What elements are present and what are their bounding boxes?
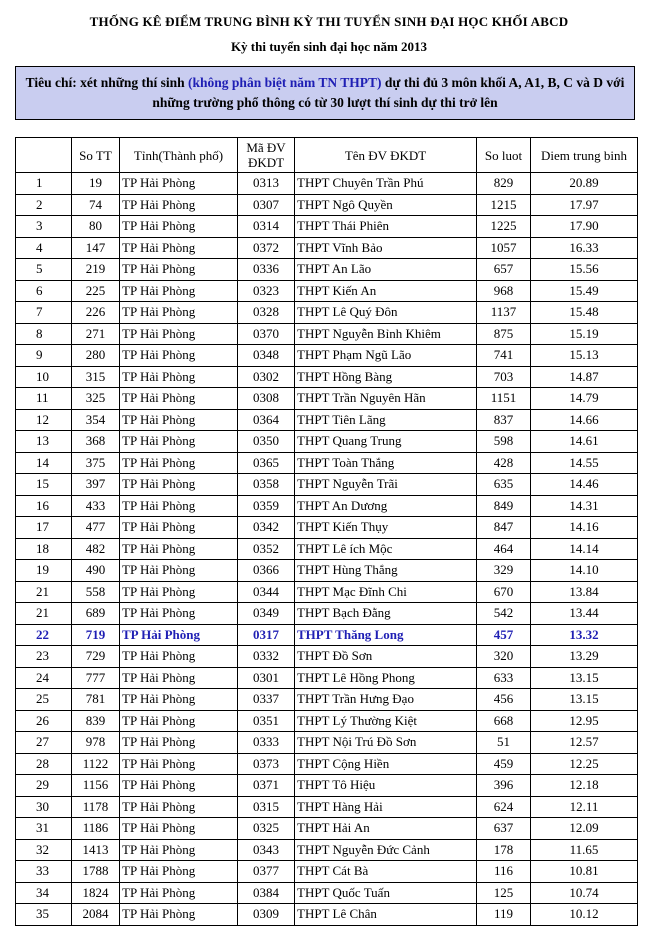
cell-so-tt: 719 — [72, 624, 120, 646]
cell-avg-score: 12.18 — [531, 775, 638, 797]
cell-unit-code: 0342 — [238, 517, 295, 539]
cell-index: 15 — [16, 474, 72, 496]
cell-unit-name: THPT Trần Hưng Đạo — [295, 689, 477, 711]
cell-so-tt: 777 — [72, 667, 120, 689]
cell-index: 24 — [16, 667, 72, 689]
criteria-suffix: dự thi đủ 3 môn khối A, A1, B, C và D với những trường phổ thông có từ 30 lượt thí sinh dự thi trở lên — [152, 75, 625, 110]
table-row — [16, 646, 638, 668]
cell-avg-score: 15.48 — [531, 302, 638, 324]
table-row — [16, 216, 638, 238]
cell-index: 34 — [16, 882, 72, 904]
cell-so-tt: 2084 — [72, 904, 120, 926]
cell-province: TP Hải Phòng — [120, 732, 238, 754]
cell-province: TP Hải Phòng — [120, 495, 238, 517]
cell-province: TP Hải Phòng — [120, 667, 238, 689]
cell-province: TP Hải Phòng — [120, 280, 238, 302]
cell-index: 33 — [16, 861, 72, 883]
cell-unit-name: THPT Quang Trung — [295, 431, 477, 453]
cell-unit-code: 0302 — [238, 366, 295, 388]
cell-province: TP Hải Phòng — [120, 710, 238, 732]
cell-turns: 51 — [477, 732, 531, 754]
cell-avg-score: 12.95 — [531, 710, 638, 732]
cell-unit-name: THPT Thăng Long — [295, 624, 477, 646]
cell-unit-name: THPT Cát Bà — [295, 861, 477, 883]
table-row — [16, 624, 638, 646]
cell-unit-code: 0301 — [238, 667, 295, 689]
cell-unit-code: 0371 — [238, 775, 295, 797]
table-row — [16, 517, 638, 539]
cell-index: 18 — [16, 538, 72, 560]
cell-avg-score: 14.61 — [531, 431, 638, 453]
cell-province: TP Hải Phòng — [120, 388, 238, 410]
table-row — [16, 839, 638, 861]
cell-unit-code: 0332 — [238, 646, 295, 668]
cell-unit-code: 0313 — [238, 173, 295, 195]
table-row — [16, 452, 638, 474]
table-row — [16, 538, 638, 560]
cell-turns: 1151 — [477, 388, 531, 410]
cell-province: TP Hải Phòng — [120, 560, 238, 582]
cell-index: 25 — [16, 689, 72, 711]
cell-unit-name: THPT Hàng Hải — [295, 796, 477, 818]
cell-province: TP Hải Phòng — [120, 861, 238, 883]
cell-index: 35 — [16, 904, 72, 926]
cell-avg-score: 17.90 — [531, 216, 638, 238]
cell-turns: 119 — [477, 904, 531, 926]
cell-unit-name: THPT Kiến Thụy — [295, 517, 477, 539]
cell-unit-code: 0364 — [238, 409, 295, 431]
header-unit-name: Tên ĐV ĐKDT — [295, 138, 477, 173]
cell-avg-score: 17.97 — [531, 194, 638, 216]
cell-turns: 670 — [477, 581, 531, 603]
table-row — [16, 689, 638, 711]
cell-turns: 875 — [477, 323, 531, 345]
table-row — [16, 259, 638, 281]
cell-turns: 1215 — [477, 194, 531, 216]
cell-so-tt: 315 — [72, 366, 120, 388]
cell-avg-score: 10.74 — [531, 882, 638, 904]
cell-unit-name: THPT Bạch Đằng — [295, 603, 477, 625]
cell-index: 10 — [16, 366, 72, 388]
cell-unit-name: THPT Ngô Quyền — [295, 194, 477, 216]
cell-so-tt: 225 — [72, 280, 120, 302]
cell-unit-name: THPT Quốc Tuấn — [295, 882, 477, 904]
cell-avg-score: 14.14 — [531, 538, 638, 560]
header-unit-code: Mã ĐV ĐKDT — [238, 138, 295, 173]
header-avg-score: Diem trung binh — [531, 138, 638, 173]
cell-so-tt: 74 — [72, 194, 120, 216]
cell-avg-score: 15.49 — [531, 280, 638, 302]
cell-so-tt: 1178 — [72, 796, 120, 818]
cell-unit-code: 0377 — [238, 861, 295, 883]
table-row — [16, 775, 638, 797]
cell-unit-name: THPT Nguyễn Bỉnh Khiêm — [295, 323, 477, 345]
cell-avg-score: 10.12 — [531, 904, 638, 926]
table-row — [16, 732, 638, 754]
criteria-highlight: (không phân biệt năm TN THPT) — [188, 75, 382, 90]
cell-province: TP Hải Phòng — [120, 366, 238, 388]
cell-so-tt: 1824 — [72, 882, 120, 904]
cell-index: 28 — [16, 753, 72, 775]
cell-turns: 428 — [477, 452, 531, 474]
cell-province: TP Hải Phòng — [120, 689, 238, 711]
cell-unit-code: 0358 — [238, 474, 295, 496]
table-row — [16, 796, 638, 818]
cell-so-tt: 226 — [72, 302, 120, 324]
cell-unit-code: 0336 — [238, 259, 295, 281]
cell-unit-name: THPT Mạc Đĩnh Chi — [295, 581, 477, 603]
cell-index: 16 — [16, 495, 72, 517]
cell-avg-score: 16.33 — [531, 237, 638, 259]
cell-avg-score: 13.32 — [531, 624, 638, 646]
table-row — [16, 409, 638, 431]
cell-province: TP Hải Phòng — [120, 216, 238, 238]
cell-province: TP Hải Phòng — [120, 345, 238, 367]
table-row — [16, 710, 638, 732]
cell-so-tt: 375 — [72, 452, 120, 474]
cell-avg-score: 15.19 — [531, 323, 638, 345]
cell-unit-code: 0350 — [238, 431, 295, 453]
cell-turns: 703 — [477, 366, 531, 388]
table-row — [16, 753, 638, 775]
table-row — [16, 603, 638, 625]
cell-unit-code: 0328 — [238, 302, 295, 324]
cell-unit-name: THPT Lê Chân — [295, 904, 477, 926]
cell-unit-code: 0308 — [238, 388, 295, 410]
cell-turns: 847 — [477, 517, 531, 539]
cell-so-tt: 1788 — [72, 861, 120, 883]
cell-turns: 396 — [477, 775, 531, 797]
cell-province: TP Hải Phòng — [120, 173, 238, 195]
cell-avg-score: 14.46 — [531, 474, 638, 496]
cell-avg-score: 12.11 — [531, 796, 638, 818]
document-title: THỐNG KÊ ĐIỂM TRUNG BÌNH KỲ THI TUYỂN SINH ĐẠI HỌC KHỐI ABCD — [89, 14, 569, 29]
cell-unit-name: THPT An Lão — [295, 259, 477, 281]
cell-province: TP Hải Phòng — [120, 624, 238, 646]
cell-index: 30 — [16, 796, 72, 818]
cell-turns: 633 — [477, 667, 531, 689]
header-province: Tỉnh(Thành phố) — [120, 138, 238, 173]
cell-so-tt: 397 — [72, 474, 120, 496]
cell-avg-score: 14.16 — [531, 517, 638, 539]
cell-index: 8 — [16, 323, 72, 345]
cell-so-tt: 689 — [72, 603, 120, 625]
cell-province: TP Hải Phòng — [120, 904, 238, 926]
cell-unit-code: 0325 — [238, 818, 295, 840]
cell-unit-name: THPT Đồ Sơn — [295, 646, 477, 668]
cell-so-tt: 354 — [72, 409, 120, 431]
cell-unit-name: THPT Lê ích Mộc — [295, 538, 477, 560]
cell-province: TP Hải Phòng — [120, 259, 238, 281]
cell-turns: 829 — [477, 173, 531, 195]
cell-unit-name: THPT Hùng Thắng — [295, 560, 477, 582]
cell-unit-code: 0370 — [238, 323, 295, 345]
document-subtitle: Kỳ thi tuyển sinh đại học năm 2013 — [230, 39, 428, 54]
cell-unit-name: THPT Chuyên Trần Phú — [295, 173, 477, 195]
cell-index: 19 — [16, 560, 72, 582]
cell-turns: 849 — [477, 495, 531, 517]
cell-province: TP Hải Phòng — [120, 237, 238, 259]
cell-unit-name: THPT Tô Hiệu — [295, 775, 477, 797]
cell-so-tt: 490 — [72, 560, 120, 582]
cell-so-tt: 271 — [72, 323, 120, 345]
cell-avg-score: 14.79 — [531, 388, 638, 410]
cell-province: TP Hải Phòng — [120, 581, 238, 603]
cell-index: 13 — [16, 431, 72, 453]
cell-unit-code: 0344 — [238, 581, 295, 603]
cell-province: TP Hải Phòng — [120, 775, 238, 797]
table-row — [16, 280, 638, 302]
cell-index: 6 — [16, 280, 72, 302]
cell-unit-code: 0372 — [238, 237, 295, 259]
cell-avg-score: 13.29 — [531, 646, 638, 668]
cell-avg-score: 13.15 — [531, 667, 638, 689]
cell-unit-name: THPT Nguyễn Trãi — [295, 474, 477, 496]
cell-index: 1 — [16, 173, 72, 195]
cell-avg-score: 12.25 — [531, 753, 638, 775]
cell-avg-score: 11.65 — [531, 839, 638, 861]
cell-so-tt: 781 — [72, 689, 120, 711]
table-row — [16, 323, 638, 345]
cell-index: 17 — [16, 517, 72, 539]
cell-index: 7 — [16, 302, 72, 324]
cell-so-tt: 219 — [72, 259, 120, 281]
cell-turns: 125 — [477, 882, 531, 904]
cell-avg-score: 15.56 — [531, 259, 638, 281]
cell-turns: 1225 — [477, 216, 531, 238]
cell-unit-name: THPT Nguyễn Đức Cảnh — [295, 839, 477, 861]
table-row — [16, 302, 638, 324]
cell-avg-score: 10.81 — [531, 861, 638, 883]
cell-turns: 598 — [477, 431, 531, 453]
table-row — [16, 495, 638, 517]
cell-so-tt: 280 — [72, 345, 120, 367]
score-table — [15, 137, 638, 926]
cell-avg-score: 20.89 — [531, 173, 638, 195]
cell-unit-code: 0359 — [238, 495, 295, 517]
cell-province: TP Hải Phòng — [120, 194, 238, 216]
cell-turns: 116 — [477, 861, 531, 883]
cell-unit-name: THPT Lê Quý Đôn — [295, 302, 477, 324]
criteria-box — [15, 66, 635, 120]
cell-index: 26 — [16, 710, 72, 732]
table-row — [16, 173, 638, 195]
cell-turns: 637 — [477, 818, 531, 840]
table-row — [16, 861, 638, 883]
cell-province: TP Hải Phòng — [120, 818, 238, 840]
cell-province: TP Hải Phòng — [120, 753, 238, 775]
cell-unit-code: 0351 — [238, 710, 295, 732]
cell-unit-name: THPT Tiên Lãng — [295, 409, 477, 431]
table-row — [16, 818, 638, 840]
cell-avg-score: 14.66 — [531, 409, 638, 431]
cell-unit-code: 0314 — [238, 216, 295, 238]
cell-avg-score: 12.57 — [531, 732, 638, 754]
cell-turns: 1137 — [477, 302, 531, 324]
cell-unit-code: 0349 — [238, 603, 295, 625]
table-row — [16, 345, 638, 367]
cell-so-tt: 147 — [72, 237, 120, 259]
cell-province: TP Hải Phòng — [120, 882, 238, 904]
cell-index: 3 — [16, 216, 72, 238]
cell-turns: 968 — [477, 280, 531, 302]
cell-turns: 635 — [477, 474, 531, 496]
cell-turns: 837 — [477, 409, 531, 431]
cell-province: TP Hải Phòng — [120, 409, 238, 431]
table-row — [16, 474, 638, 496]
cell-unit-name: THPT Phạm Ngũ Lão — [295, 345, 477, 367]
cell-unit-name: THPT Cộng Hiền — [295, 753, 477, 775]
cell-index: 9 — [16, 345, 72, 367]
cell-index: 27 — [16, 732, 72, 754]
cell-unit-name: THPT An Dương — [295, 495, 477, 517]
cell-index: 31 — [16, 818, 72, 840]
cell-index: 14 — [16, 452, 72, 474]
cell-turns: 657 — [477, 259, 531, 281]
cell-index: 11 — [16, 388, 72, 410]
cell-unit-code: 0365 — [238, 452, 295, 474]
cell-unit-code: 0366 — [238, 560, 295, 582]
header-so-tt: So TT — [72, 138, 120, 173]
cell-index: 5 — [16, 259, 72, 281]
cell-turns: 464 — [477, 538, 531, 560]
cell-avg-score: 12.09 — [531, 818, 638, 840]
cell-index: 2 — [16, 194, 72, 216]
cell-avg-score: 14.87 — [531, 366, 638, 388]
cell-so-tt: 1186 — [72, 818, 120, 840]
cell-so-tt: 368 — [72, 431, 120, 453]
cell-turns: 320 — [477, 646, 531, 668]
cell-unit-code: 0343 — [238, 839, 295, 861]
header-index — [16, 138, 72, 173]
table-row — [16, 237, 638, 259]
cell-unit-name: THPT Vĩnh Bảo — [295, 237, 477, 259]
cell-province: TP Hải Phòng — [120, 796, 238, 818]
cell-turns: 456 — [477, 689, 531, 711]
cell-so-tt: 19 — [72, 173, 120, 195]
cell-unit-code: 0373 — [238, 753, 295, 775]
criteria-prefix: Tiêu chí: xét những thí sinh — [25, 75, 189, 90]
cell-province: TP Hải Phòng — [120, 517, 238, 539]
cell-unit-code: 0315 — [238, 796, 295, 818]
cell-turns: 178 — [477, 839, 531, 861]
cell-province: TP Hải Phòng — [120, 302, 238, 324]
cell-province: TP Hải Phòng — [120, 323, 238, 345]
cell-turns: 542 — [477, 603, 531, 625]
cell-index: 23 — [16, 646, 72, 668]
cell-index: 21 — [16, 603, 72, 625]
cell-so-tt: 482 — [72, 538, 120, 560]
cell-avg-score: 13.84 — [531, 581, 638, 603]
cell-so-tt: 1122 — [72, 753, 120, 775]
header-turns: So luot — [477, 138, 531, 173]
cell-so-tt: 433 — [72, 495, 120, 517]
cell-so-tt: 1413 — [72, 839, 120, 861]
cell-turns: 741 — [477, 345, 531, 367]
cell-so-tt: 325 — [72, 388, 120, 410]
table-row — [16, 388, 638, 410]
cell-turns: 459 — [477, 753, 531, 775]
cell-so-tt: 729 — [72, 646, 120, 668]
table-row — [16, 667, 638, 689]
cell-turns: 329 — [477, 560, 531, 582]
cell-so-tt: 978 — [72, 732, 120, 754]
cell-province: TP Hải Phòng — [120, 538, 238, 560]
cell-unit-code: 0307 — [238, 194, 295, 216]
cell-unit-name: THPT Thái Phiên — [295, 216, 477, 238]
table-row — [16, 194, 638, 216]
cell-province: TP Hải Phòng — [120, 474, 238, 496]
cell-so-tt: 80 — [72, 216, 120, 238]
cell-unit-code: 0317 — [238, 624, 295, 646]
cell-unit-name: THPT Trần Nguyên Hãn — [295, 388, 477, 410]
cell-index: 29 — [16, 775, 72, 797]
cell-index: 21 — [16, 581, 72, 603]
cell-index: 4 — [16, 237, 72, 259]
cell-unit-name: THPT Lý Thường Kiệt — [295, 710, 477, 732]
cell-turns: 457 — [477, 624, 531, 646]
cell-unit-name: THPT Toàn Thắng — [295, 452, 477, 474]
cell-so-tt: 1156 — [72, 775, 120, 797]
cell-unit-name: THPT Lê Hồng Phong — [295, 667, 477, 689]
cell-so-tt: 558 — [72, 581, 120, 603]
cell-avg-score: 13.15 — [531, 689, 638, 711]
cell-unit-name: THPT Hồng Bàng — [295, 366, 477, 388]
cell-avg-score: 14.10 — [531, 560, 638, 582]
cell-province: TP Hải Phòng — [120, 603, 238, 625]
cell-index: 12 — [16, 409, 72, 431]
cell-unit-name: THPT Kiến An — [295, 280, 477, 302]
table-row — [16, 366, 638, 388]
table-row — [16, 581, 638, 603]
cell-index: 22 — [16, 624, 72, 646]
cell-avg-score: 14.55 — [531, 452, 638, 474]
cell-avg-score: 14.31 — [531, 495, 638, 517]
cell-unit-code: 0309 — [238, 904, 295, 926]
cell-unit-code: 0384 — [238, 882, 295, 904]
table-row — [16, 431, 638, 453]
cell-avg-score: 15.13 — [531, 345, 638, 367]
cell-province: TP Hải Phòng — [120, 431, 238, 453]
table-body — [16, 173, 638, 926]
cell-so-tt: 839 — [72, 710, 120, 732]
cell-unit-name: THPT Nội Trú Đồ Sơn — [295, 732, 477, 754]
cell-index: 32 — [16, 839, 72, 861]
cell-avg-score: 13.44 — [531, 603, 638, 625]
cell-turns: 624 — [477, 796, 531, 818]
cell-unit-code: 0352 — [238, 538, 295, 560]
cell-turns: 668 — [477, 710, 531, 732]
cell-unit-name: THPT Hải An — [295, 818, 477, 840]
cell-unit-code: 0333 — [238, 732, 295, 754]
table-row — [16, 560, 638, 582]
table-header-row — [16, 138, 638, 173]
cell-province: TP Hải Phòng — [120, 452, 238, 474]
cell-unit-code: 0323 — [238, 280, 295, 302]
cell-unit-code: 0348 — [238, 345, 295, 367]
cell-so-tt: 477 — [72, 517, 120, 539]
cell-province: TP Hải Phòng — [120, 839, 238, 861]
table-row — [16, 882, 638, 904]
cell-unit-code: 0337 — [238, 689, 295, 711]
cell-province: TP Hải Phòng — [120, 646, 238, 668]
cell-turns: 1057 — [477, 237, 531, 259]
